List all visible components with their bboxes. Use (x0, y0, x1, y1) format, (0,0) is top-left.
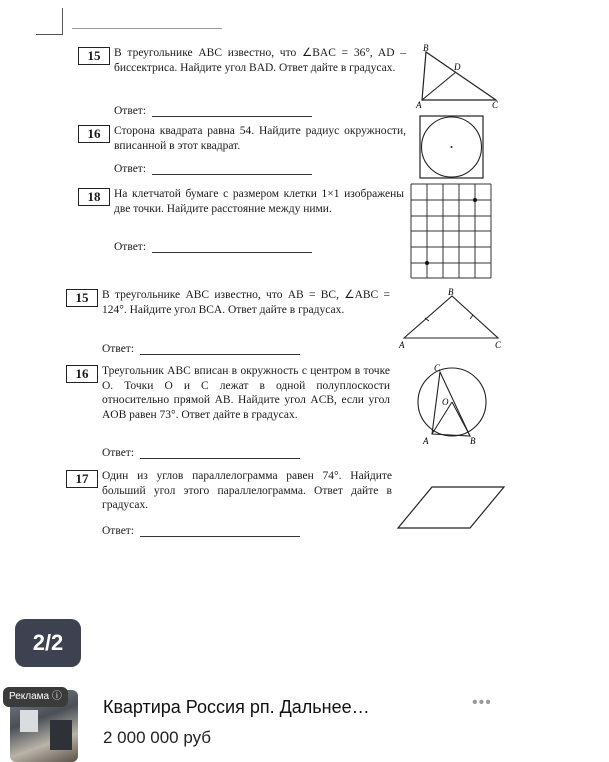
answer-blank (140, 458, 300, 459)
answer-line (72, 28, 222, 29)
task-item (78, 188, 408, 258)
task-number: 15 (78, 47, 110, 65)
answer-label: Ответ: (114, 105, 147, 117)
answer-field (102, 447, 300, 459)
grid-point (425, 261, 429, 265)
task-item (66, 470, 396, 542)
answer-field (114, 105, 312, 117)
square-circle-figure (418, 114, 486, 180)
task-item (78, 47, 408, 122)
answer-blank (140, 536, 300, 537)
answer-label: Ответ: (102, 343, 135, 355)
task-text: На клетчатой бумаге с размером клетки 1×1 изображены две точки. Найдите расстояние между ними. (114, 188, 404, 215)
ad-label (3, 687, 68, 707)
answer-label: Ответ: (114, 163, 147, 175)
task-item (66, 365, 396, 465)
more-options-icon[interactable]: ••• (472, 694, 492, 711)
task-number: 15 (66, 289, 98, 307)
ad-banner[interactable] (0, 680, 609, 762)
task-number: 18 (78, 188, 110, 206)
answer-field (102, 343, 300, 355)
vertex-label: D (454, 62, 461, 72)
answer-label: Ответ: (114, 241, 147, 253)
task-text: Треугольник ABC вписан в окружность с центром в точке O. Точки O и C лежат в одной полуплоскости относительно прямой AB. Найдите угол ACB, если угол AOB равен 73°. Ответ дайте в градусах. (102, 365, 390, 421)
task-text: Сторона квадрата равна 54. Найдите радиус окружности, вписанной в этот квадрат. (114, 125, 406, 152)
task-number: 17 (66, 470, 98, 488)
parallelogram-figure (396, 484, 508, 532)
vertex-label: C (495, 340, 502, 350)
vertex-label: B (470, 436, 476, 446)
task-text: Один из углов параллелограмма равен 74°. Найдите больший угол этого параллелограмма. Ответ дайте в градусах. (102, 470, 392, 511)
grid-point (473, 198, 477, 202)
answer-label: Ответ: (102, 525, 135, 537)
task-item (78, 125, 408, 180)
vertex-label: A (399, 340, 405, 350)
task-text: В треугольнике ABC известно, что ∠BAC = 36°, AD – биссектриса. Найдите угол BAD. Ответ дайте в градусах. (114, 47, 406, 74)
isosceles-triangle-figure (396, 288, 506, 350)
vertex-label: B (423, 43, 429, 53)
vertex-label: C (492, 100, 499, 110)
answer-field (114, 241, 312, 253)
ad-label-text: Реклама (9, 691, 50, 702)
answer-blank (152, 174, 312, 175)
vertex-label: C (434, 363, 441, 373)
answer-field (114, 163, 312, 175)
task-text: В треугольнике ABC известно, что AB = BC, ∠ABC = 124°. Найдите угол BCA. Ответ дайте в градусах. (102, 289, 390, 316)
answer-label: Ответ: (102, 447, 135, 459)
grid-figure (410, 183, 492, 279)
answer-field (102, 525, 300, 537)
answer-blank (152, 252, 312, 253)
info-icon[interactable]: ⓘ (51, 691, 62, 702)
task-number: 16 (78, 125, 110, 143)
vertex-label: B (448, 288, 454, 297)
vertex-label: A (423, 436, 429, 446)
triangle-figure (410, 42, 505, 110)
vertex-label: O (442, 397, 449, 407)
vertex-label: A (416, 100, 422, 110)
task-item (66, 289, 396, 359)
inscribed-triangle-figure (414, 362, 494, 446)
ad-title[interactable]: Квартира Россия рп. Дальнее… (103, 697, 370, 717)
page-indicator: 2/2 (15, 619, 81, 667)
answer-blank (140, 354, 300, 355)
page-corner-mark (36, 8, 63, 35)
task-number: 16 (66, 365, 98, 383)
answer-blank (152, 116, 312, 117)
ad-price: 2 000 000 руб (103, 728, 212, 747)
